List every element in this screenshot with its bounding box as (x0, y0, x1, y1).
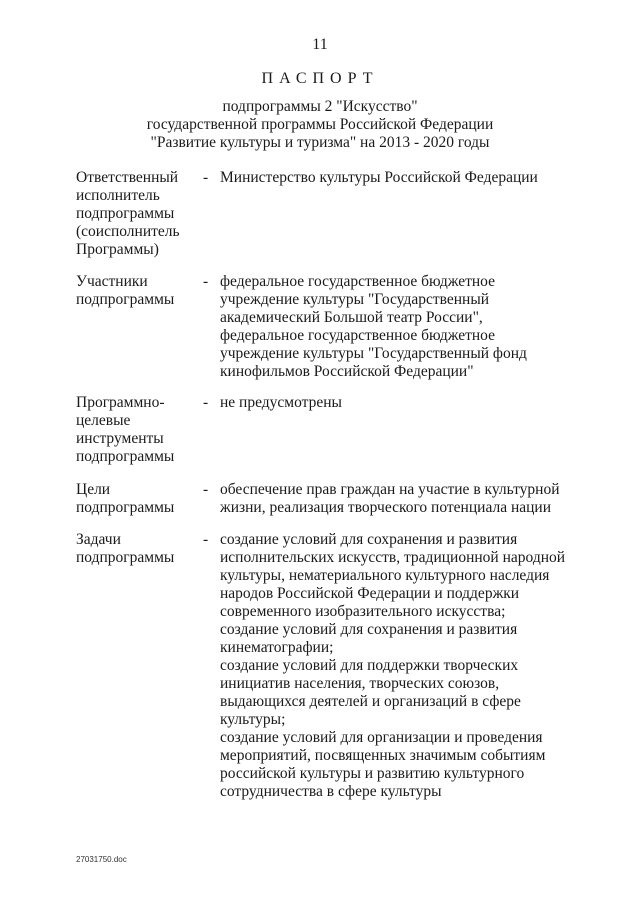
row-value (220, 394, 565, 412)
row-value-line: федеральное государственное бюджетное (220, 327, 495, 344)
row-label (76, 169, 201, 259)
row-value-line: создание условий для сохранения и развития (220, 621, 518, 638)
row-label-line: инструменты (76, 430, 164, 447)
row-dash: - (203, 394, 209, 411)
row-value-line: создание условий для организации и проведения (220, 729, 543, 746)
row-value (220, 531, 565, 801)
row-dash: - (203, 531, 209, 548)
row-label-line: Участники (76, 273, 148, 290)
row-value-line: учреждение культуры "Государственный фонд (220, 345, 527, 362)
row-label-line: исполнитель (76, 187, 160, 204)
row-dash: - (203, 481, 209, 498)
row-label-line: подпрограммы (76, 291, 175, 308)
row-value-line: федеральное государственное бюджетное (220, 273, 495, 290)
row-label-line: Ответственный (76, 169, 179, 186)
subtitle-line: государственной программы Российской Федерации (146, 116, 494, 133)
row-label-line: Программы) (76, 241, 159, 258)
row-value-line: не предусмотрены (220, 394, 342, 411)
row-value-line: кинематографии; (220, 639, 334, 656)
row-value (220, 481, 565, 517)
row-value-line: академический Большой театр России", (220, 309, 483, 326)
row-value-line: культуры, нематериального культурного наследия (220, 567, 550, 584)
row-label (76, 481, 201, 517)
document-title: ПАСПОРТ (261, 70, 379, 87)
row-label-line: Задачи (76, 531, 121, 548)
row-value-line: учреждение культуры "Государственный (220, 291, 490, 308)
row-value-line: создание условий для сохранения и развития (220, 531, 518, 548)
row-label-line: Программно- (76, 394, 165, 411)
row-value-line: культуры; (220, 711, 286, 728)
row-label-line: подпрограммы (76, 499, 175, 516)
subtitle-line: "Развитие культуры и туризма" на 2013 - 2020 годы (150, 134, 490, 151)
row-value-line: обеспечение прав граждан на участие в культурной (220, 481, 560, 498)
row-value-line: Министерство культуры Российской Федерации (220, 169, 538, 186)
row-value-line: жизни, реализация творческого потенциала нации (220, 499, 552, 516)
subtitle-line: подпрограммы 2 "Искусство" (222, 98, 418, 115)
row-value-line: исполнительских искусств, традиционной народной (220, 549, 566, 566)
row-value (220, 273, 565, 381)
row-value-line: российской культуры и развитию культурного (220, 765, 525, 782)
row-value-line: создание условий для поддержки творческих (220, 657, 519, 674)
row-label-line: подпрограммы (76, 205, 175, 222)
row-label (76, 273, 201, 309)
row-label-line: подпрограммы (76, 549, 175, 566)
row-label-line: Цели (76, 481, 111, 498)
row-value-line: кинофильмов Российской Федерации" (220, 363, 474, 380)
row-dash: - (203, 273, 209, 290)
document-subtitle (0, 98, 640, 152)
row-value-line: народов Российской Федерации и поддержки (220, 585, 520, 602)
row-value-line: сотрудничества в сфере культуры (220, 783, 442, 800)
row-label-line: (соисполнитель (76, 223, 180, 240)
row-value (220, 169, 565, 187)
footer-filename: 27031750.doc (76, 855, 127, 864)
row-value-line: выдающихся деятелей и организаций в сфере (220, 693, 521, 710)
page-number: 11 (312, 36, 328, 53)
row-dash: - (203, 169, 209, 186)
row-label (76, 531, 201, 567)
row-label-line: целевые (76, 412, 131, 429)
row-value-line: инициатив населения, творческих союзов, (220, 675, 500, 692)
row-label (76, 394, 201, 466)
row-value-line: мероприятий, посвященных значимым событиям (220, 747, 546, 764)
row-value-line: современного изобразительного искусства; (220, 603, 506, 620)
row-label-line: подпрограммы (76, 448, 175, 465)
